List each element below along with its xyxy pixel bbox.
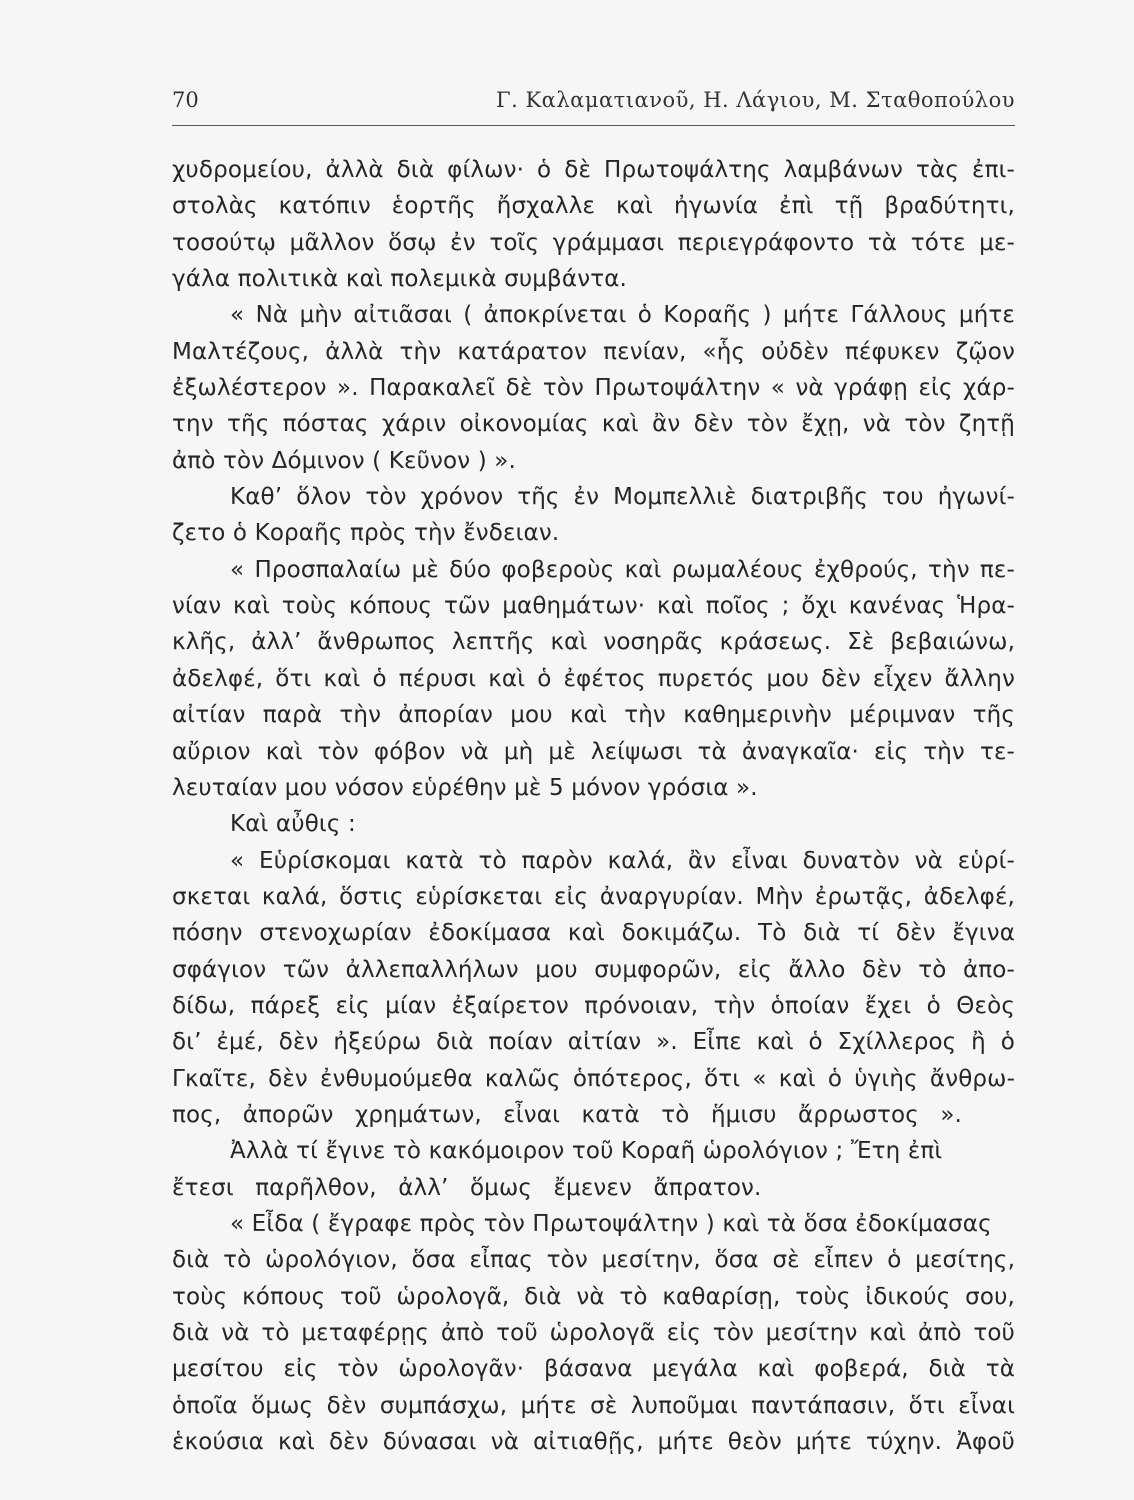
text-line: ἀδελφέ, ὅτι καὶ ὁ πέρυσι καὶ ὁ ἐφέτος πυρετός μου δὲν εἶχεν ἄλλην: [172, 665, 1016, 692]
page-header: [172, 88, 1015, 120]
text-line: Γκαῖτε, δὲν ἐνθυμούμεθα καλῶς ὁπότερος, ὅτι « καὶ ὁ ὑγιὴς ἄνθρω-: [172, 1065, 1016, 1092]
text-line: διὰ τὸ ὡρολόγιον, ὅσα εἶπας τὸν μεσίτην, ὅσα σὲ εἶπεν ὁ μεσίτης,: [172, 1247, 1016, 1274]
text-line: την τῆς πόστας χάριν οἰκονομίας καὶ ἂν δὲν τὸν ἔχῃ, νὰ τὸν ζητῇ: [172, 411, 1016, 438]
text-line: πος, ἀπορῶν χρημάτων, εἶναι κατὰ τὸ ἥμισυ ἄρρωστος ».: [172, 1101, 963, 1128]
text-line: κλῆς, ἀλλ’ ἄνθρωπος λεπτῆς καὶ νοσηρᾶς κράσεως. Σὲ βεβαιώνω,: [172, 629, 1016, 656]
page-number: 70: [172, 88, 199, 112]
text-line: Καὶ αὖθις :: [230, 811, 356, 838]
text-line: αὔριον καὶ τὸν φόβον νὰ μὴ μὲ λείψωσι τὰ ἀναγκαῖα· εἰς τὴν τε-: [172, 738, 1015, 765]
text-line: δίδω, πάρεξ εἰς μίαν ἐξαίρετον πρόνοιαν, τὴν ὁποίαν ἔχει ὁ Θεὸς: [172, 992, 1015, 1019]
text-line: « Εὑρίσκομαι κατὰ τὸ παρὸν καλά, ἂν εἶναι δυνατὸν νὰ εὑρί-: [230, 847, 1015, 874]
running-head: Γ. Καλαματιανοῦ, Η. Λάγιου, Μ. Σταθοπούλου: [496, 88, 1015, 112]
text-line: γάλα πολιτικὰ καὶ πολεμικὰ συμβάντα.: [172, 266, 627, 293]
text-line: λευταίαν μου νόσον εὑρέθην μὲ 5 μόνον γρόσια ».: [172, 774, 758, 801]
text-line: « Νὰ μὴν αἰτιᾶσαι ( ἀποκρίνεται ὁ Κοραῆς ) μήτε Γάλλους μήτε: [230, 302, 1016, 329]
text-line: πόσην στενοχωρίαν ἐδοκίμασα καὶ δοκιμάζω. Τὸ διὰ τί δὲν ἔγινα: [172, 920, 1015, 947]
text-line: « Εἶδα ( ἔγραφε πρὸς τὸν Πρωτοψάλτην ) καὶ τὰ ὅσα ἐδοκίμασας: [230, 1210, 992, 1237]
text-line: ἑκούσια καὶ δὲν δύνασαι νὰ αἰτιαθῇς, μήτε θεὸν μήτε τύχην. Ἀφοῦ: [172, 1429, 1015, 1456]
text-line: ἀπὸ τὸν Δόμινον ( Κεῦνον ) ».: [172, 447, 516, 474]
text-line: χυδρομείου, ἀλλὰ διὰ φίλων· ὁ δὲ Πρωτοψάλτης λαμβάνων τὰς ἐπι-: [172, 157, 1015, 183]
text-line: « Προσπαλαίω μὲ δύο φοβεροὺς καὶ ρωμαλέους ἐχθρούς, τὴν πε-: [230, 556, 1015, 583]
text-line: τοὺς κόπους τοῦ ὡρολογᾶ, διὰ νὰ τὸ καθαρίσῃ, τοὺς ἰδικούς σου,: [172, 1283, 1016, 1310]
text-line: Καθ’ ὅλον τὸν χρόνον τῆς ἐν Μομπελλιὲ διατριβῆς του ἠγωνί-: [230, 484, 1015, 511]
text-line: Μαλτέζους, ἀλλὰ τὴν κατάρατον πενίαν, «ἧς οὐδὲν πέφυκεν ζῷον: [172, 338, 1015, 365]
header-rule: [172, 125, 1015, 126]
text-line: τοσούτῳ μᾶλλον ὅσῳ ἐν τοῖς γράμμασι περιεγράφοντο τὰ τότε με-: [172, 229, 1015, 256]
body-text: [172, 152, 1024, 1460]
text-line: ὁποῖα ὅμως δὲν συμπάσχω, μήτε σὲ λυποῦμαι παντάπασιν, ὅτι εἶναι: [172, 1392, 1016, 1419]
text-line: δι’ ἐμέ, δὲν ἠξεύρω διὰ ποίαν αἰτίαν ». Εἶπε καὶ ὁ Σχίλλερος ἢ ὁ: [172, 1029, 1015, 1056]
text-line: μεσίτου εἰς τὸν ὡρολογᾶν· βάσανα μεγάλα καὶ φοβερά, διὰ τὰ: [172, 1356, 1016, 1383]
text-line: στολὰς κατόπιν ἑορτῆς ἤσχαλλε καὶ ἠγωνία ἐπὶ τῇ βραδύτητι,: [172, 193, 1016, 220]
text-line: Ἀλλὰ τί ἔγινε τὸ κακόμοιρον τοῦ Κοραῆ ὡρολόγιον ; Ἔτη ἐπὶ: [230, 1138, 943, 1165]
text-line: διὰ νὰ τὸ μεταφέρῃς ἀπὸ τοῦ ὡρολογᾶ εἰς τὸν μεσίτην καὶ ἀπὸ τοῦ: [172, 1320, 1015, 1346]
text-line: αἰτίαν παρὰ τὴν ἀπορίαν μου καὶ τὴν καθημερινὴν μέριμναν τῆς: [172, 702, 1016, 729]
text-line: ζετο ὁ Κοραῆς πρὸς τὴν ἔνδειαν.: [172, 520, 560, 547]
text-line: νίαν καὶ τοὺς κόπους τῶν μαθημάτων· καὶ ποῖος ; ὄχι κανένας Ἡρα-: [172, 593, 1015, 620]
text-line: ἐξωλέστερον ». Παρακαλεῖ δὲ τὸν Πρωτοψάλτην « νὰ γράφῃ εἰς χάρ-: [172, 375, 1015, 402]
text-line: ἔτεσι παρῆλθον, ἀλλ’ ὅμως ἔμενεν ἄπρατον.: [172, 1174, 762, 1201]
text-line: σκεται καλά, ὅστις εὑρίσκεται εἰς ἀναργυρίαν. Μὴν ἐρωτᾷς, ἀδελφέ,: [172, 883, 1016, 910]
text-line: σφάγιον τῶν ἀλλεπαλλήλων μου συμφορῶν, εἰς ἄλλο δὲν τὸ ἀπο-: [172, 956, 1015, 983]
